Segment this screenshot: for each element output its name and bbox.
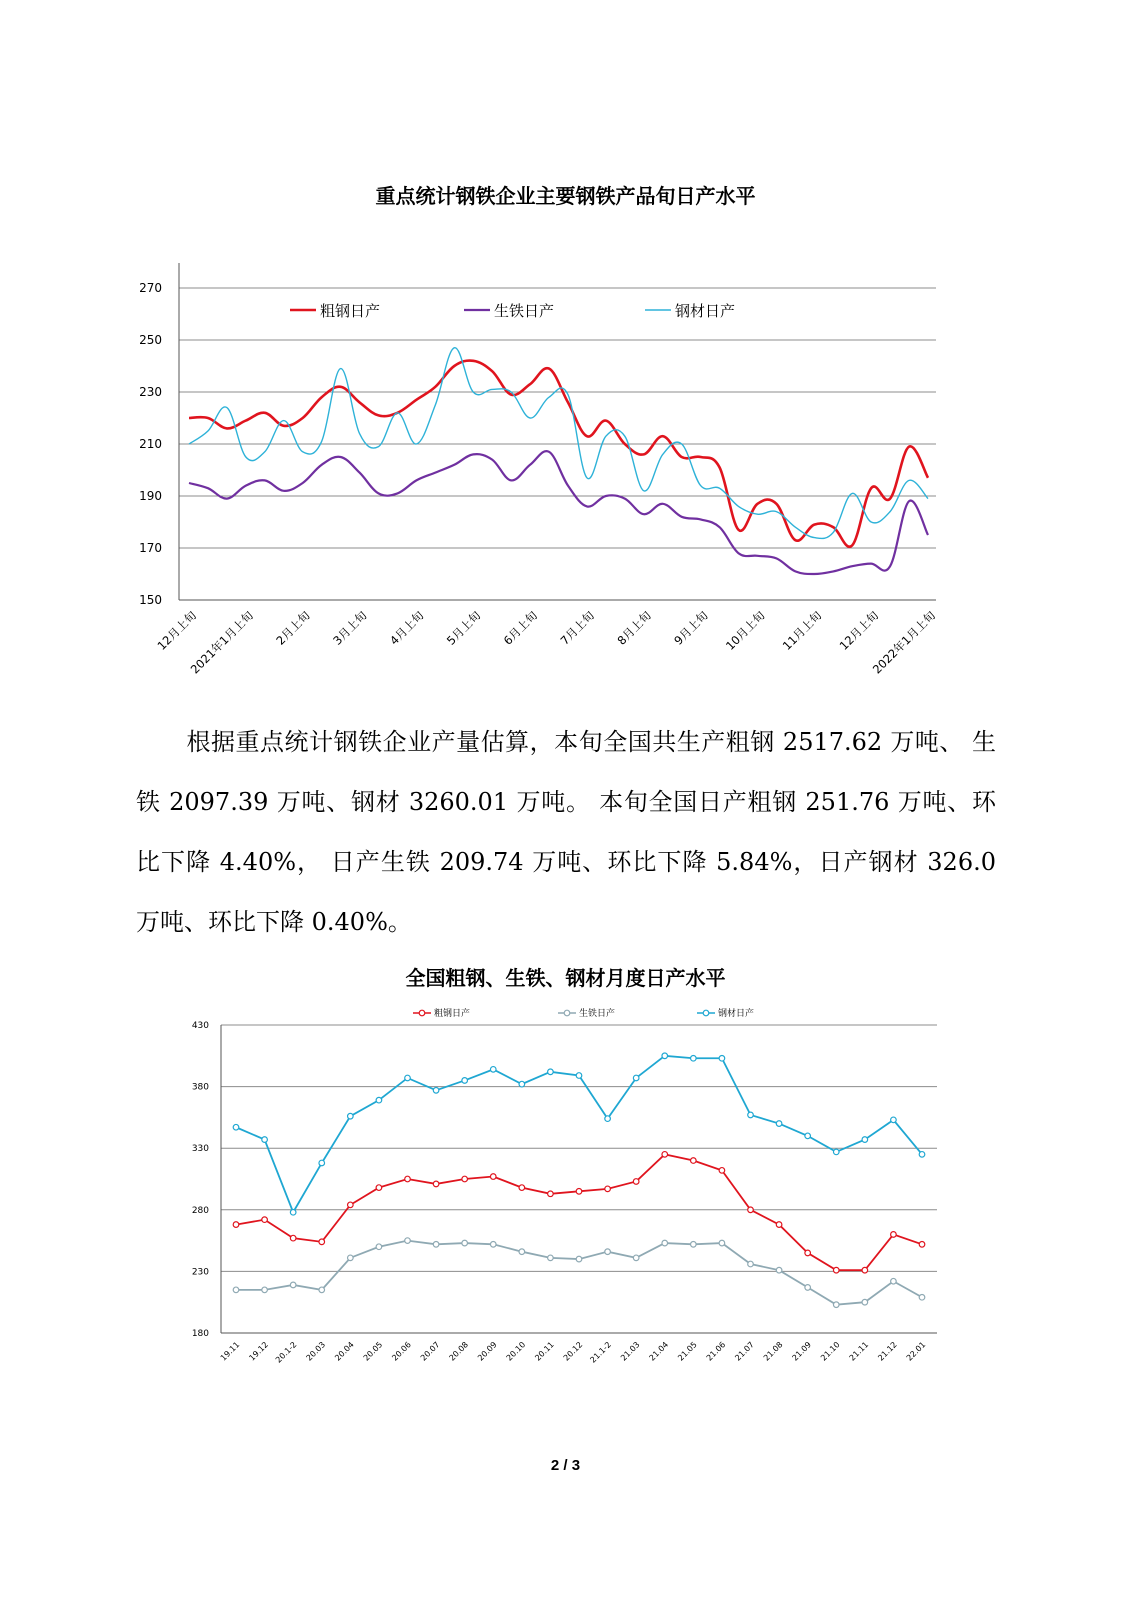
chart2-point xyxy=(548,1069,554,1075)
chart2-ytick-label: 330 xyxy=(191,1144,209,1155)
chart1-xtick-label: 7月上旬 xyxy=(557,608,598,648)
chart2-point xyxy=(776,1267,782,1273)
chart2-xtick-label: 21.09 xyxy=(790,1340,814,1363)
chart1-xtick-label: 2021年1月上旬 xyxy=(187,608,256,677)
chart1-xtick-label: 9月上旬 xyxy=(671,608,711,648)
chart2-xtick-label: 20.07 xyxy=(418,1340,442,1363)
chart2-point xyxy=(662,1152,668,1158)
chart2-point xyxy=(862,1137,868,1143)
chart2-point xyxy=(433,1241,439,1247)
chart2-point xyxy=(776,1121,782,1127)
chart1-series-line-3 xyxy=(189,348,928,539)
chart2-point xyxy=(462,1078,468,1084)
chart2-point xyxy=(862,1299,868,1305)
chart1-xtick-label: 3月上旬 xyxy=(330,608,370,648)
chart2-xtick-label: 21.05 xyxy=(676,1340,699,1363)
chart2-point xyxy=(490,1174,496,1180)
chart1-legend-label: 钢材日产 xyxy=(675,302,736,320)
chart1-ytick-label: 150 xyxy=(139,593,162,607)
chart2-legend-marker xyxy=(419,1010,425,1016)
chart1-ytick-label: 190 xyxy=(139,489,162,503)
chart2-xtick-label: 21.08 xyxy=(761,1340,785,1363)
chart1-xtick-label: 8月上旬 xyxy=(614,608,654,648)
chart2-xtick-label: 21.1-2 xyxy=(588,1340,613,1365)
chart2-xtick-label: 22.01 xyxy=(904,1340,928,1363)
chart1-xtick-label: 2月上旬 xyxy=(273,608,313,648)
chart2-point xyxy=(605,1116,611,1122)
chart1-series-line-2 xyxy=(189,451,928,574)
chart2-point xyxy=(748,1112,754,1118)
chart2-point xyxy=(576,1073,582,1079)
chart2-point xyxy=(319,1239,325,1245)
chart2-point xyxy=(462,1176,468,1182)
chart2-series-line-2 xyxy=(236,1241,922,1305)
chart2-point xyxy=(605,1249,611,1255)
chart2-point xyxy=(748,1207,754,1213)
chart2-point xyxy=(319,1287,325,1293)
chart2-xtick-label: 19.11 xyxy=(218,1340,242,1363)
chart2-xtick-label: 21.12 xyxy=(876,1340,899,1363)
chart2-point xyxy=(290,1209,296,1215)
summary-text: 根据重点统计钢铁企业产量估算，本旬全国共生产粗钢 2517.62 万吨、 生铁 2097.39 万吨、钢材 3260.01 万吨。 本旬全国日产粗钢 251.76 万吨、环比下降 4.40%， 日产生铁 209.74 万吨、环比下降 5.84%，日产钢材 326.0 万吨、环比下降 0.40%。 xyxy=(136,728,996,936)
chart2-point xyxy=(262,1137,268,1143)
chart2-xtick-label: 20.10 xyxy=(504,1340,528,1363)
summary-paragraph xyxy=(136,712,996,952)
chart2-point xyxy=(719,1055,725,1061)
chart2-point xyxy=(548,1255,554,1261)
chart2-point xyxy=(833,1149,839,1155)
chart2-point xyxy=(348,1202,354,1208)
chart2-xtick-label: 20.11 xyxy=(533,1340,556,1363)
chart2-point xyxy=(633,1255,639,1261)
chart2-point xyxy=(462,1240,468,1246)
chart2-point xyxy=(633,1179,639,1185)
chart2-point xyxy=(433,1087,439,1093)
chart2-point xyxy=(805,1250,811,1256)
chart1-xtick-label: 12月上旬 xyxy=(836,608,882,653)
chart2-point xyxy=(548,1191,554,1197)
chart2-point xyxy=(576,1256,582,1262)
chart2-point xyxy=(691,1055,697,1061)
chart2-xtick-label: 20.08 xyxy=(447,1340,471,1363)
chart2-point xyxy=(919,1294,925,1300)
chart1-legend-label: 生铁日产 xyxy=(494,302,555,320)
chart2-point xyxy=(233,1287,239,1293)
chart2-xtick-label: 21.06 xyxy=(704,1340,728,1363)
chart2-point xyxy=(348,1255,354,1261)
chart2-point xyxy=(919,1152,925,1158)
chart2-ytick-label: 280 xyxy=(191,1205,209,1216)
chart1-xtick-label: 10月上旬 xyxy=(722,608,768,653)
chart2-point xyxy=(662,1240,668,1246)
chart2-point xyxy=(233,1124,239,1130)
chart1-xtick-label: 2022年1月上旬 xyxy=(869,608,939,677)
chart2-xtick-label: 20.03 xyxy=(304,1340,328,1363)
chart2-legend-marker xyxy=(564,1010,570,1016)
chart2-point xyxy=(376,1185,382,1191)
chart2-xtick-label: 21.07 xyxy=(733,1340,756,1363)
chart2-ytick-label: 230 xyxy=(191,1267,209,1278)
chart2-point xyxy=(405,1176,411,1182)
chart2-xtick-label: 20.12 xyxy=(561,1340,585,1363)
chart2-point xyxy=(376,1097,382,1103)
chart2-point xyxy=(605,1186,611,1192)
chart2-xtick-label: 20.04 xyxy=(333,1340,356,1363)
chart1-xtick-label: 4月上旬 xyxy=(387,608,427,648)
chart1-ytick-label: 230 xyxy=(139,385,162,399)
chart2-plot xyxy=(0,1010,1131,1410)
chart1-ytick-label: 270 xyxy=(139,281,162,295)
chart1-plot xyxy=(0,250,1131,710)
chart2-point xyxy=(719,1168,725,1174)
chart2-point xyxy=(262,1287,268,1293)
chart2-point xyxy=(662,1053,668,1059)
chart2-xtick-label: 21.03 xyxy=(619,1340,642,1363)
chart2-legend-label: 钢材日产 xyxy=(718,1009,755,1019)
chart2-legend-marker xyxy=(703,1010,709,1016)
chart2-ytick-label: 380 xyxy=(191,1082,209,1093)
chart2-title: 全国粗钢、生铁、钢材月度日产水平 xyxy=(405,966,726,990)
chart2-point xyxy=(233,1222,239,1228)
chart2-ytick-label: 180 xyxy=(191,1329,209,1339)
chart2-legend-label: 生铁日产 xyxy=(579,1009,616,1019)
chart2-xtick-label: 21.11 xyxy=(847,1340,871,1363)
chart2-point xyxy=(719,1240,725,1246)
chart2-point xyxy=(490,1067,496,1073)
chart2-point xyxy=(376,1244,382,1250)
chart2-xtick-label: 20.06 xyxy=(390,1340,413,1363)
chart2-point xyxy=(519,1081,525,1087)
chart2-point xyxy=(833,1267,839,1273)
chart2-point xyxy=(862,1267,868,1273)
chart2-point xyxy=(748,1261,754,1267)
chart2-xtick-label: 20.09 xyxy=(476,1340,499,1363)
chart1-ytick-label: 210 xyxy=(139,437,162,451)
chart2-point xyxy=(805,1285,811,1291)
page-number: 2 / 3 xyxy=(550,1457,581,1474)
chart2-point xyxy=(290,1282,296,1288)
chart2-point xyxy=(519,1249,525,1255)
chart2-point xyxy=(348,1113,354,1119)
chart2-point xyxy=(833,1302,839,1308)
chart2-series-line-1 xyxy=(236,1154,922,1270)
chart2-xtick-label: 21.10 xyxy=(819,1340,842,1363)
chart2-xtick-label: 21.04 xyxy=(647,1340,671,1363)
chart2-ytick-label: 430 xyxy=(191,1021,209,1031)
chart1-xtick-label: 12月上旬 xyxy=(154,608,200,653)
chart2-xtick-label: 20.05 xyxy=(361,1340,385,1363)
chart1-xtick-label: 5月上旬 xyxy=(443,608,484,648)
chart2-point xyxy=(519,1185,525,1191)
chart2-xtick-label: 20.1-2 xyxy=(273,1340,299,1365)
chart1-title: 重点统计钢铁企业主要钢铁产品旬日产水平 xyxy=(375,184,756,208)
chart1-ytick-label: 250 xyxy=(139,333,162,347)
chart2-point xyxy=(891,1232,897,1238)
chart2-point xyxy=(405,1238,411,1244)
chart2-point xyxy=(405,1075,411,1081)
chart2-point xyxy=(691,1241,697,1247)
chart2-point xyxy=(633,1075,639,1081)
chart2-point xyxy=(891,1278,897,1284)
chart2-point xyxy=(891,1117,897,1123)
chart2-legend-label: 粗钢日产 xyxy=(434,1009,471,1019)
chart2-point xyxy=(776,1222,782,1228)
chart1-xtick-label: 11月上旬 xyxy=(779,608,825,653)
chart2-xtick-label: 19.12 xyxy=(247,1340,270,1363)
chart1-ytick-label: 170 xyxy=(139,541,162,555)
chart1-xtick-label: 6月上旬 xyxy=(500,608,541,648)
chart2-point xyxy=(433,1181,439,1187)
chart2-point xyxy=(290,1235,296,1241)
chart2-point xyxy=(691,1158,697,1164)
chart2-point xyxy=(805,1133,811,1139)
chart2-point xyxy=(919,1241,925,1247)
chart2-point xyxy=(490,1241,496,1247)
chart2-point xyxy=(576,1189,582,1195)
chart2-point xyxy=(319,1160,325,1166)
chart2-point xyxy=(262,1217,268,1223)
chart1-legend-label: 粗钢日产 xyxy=(320,302,381,320)
